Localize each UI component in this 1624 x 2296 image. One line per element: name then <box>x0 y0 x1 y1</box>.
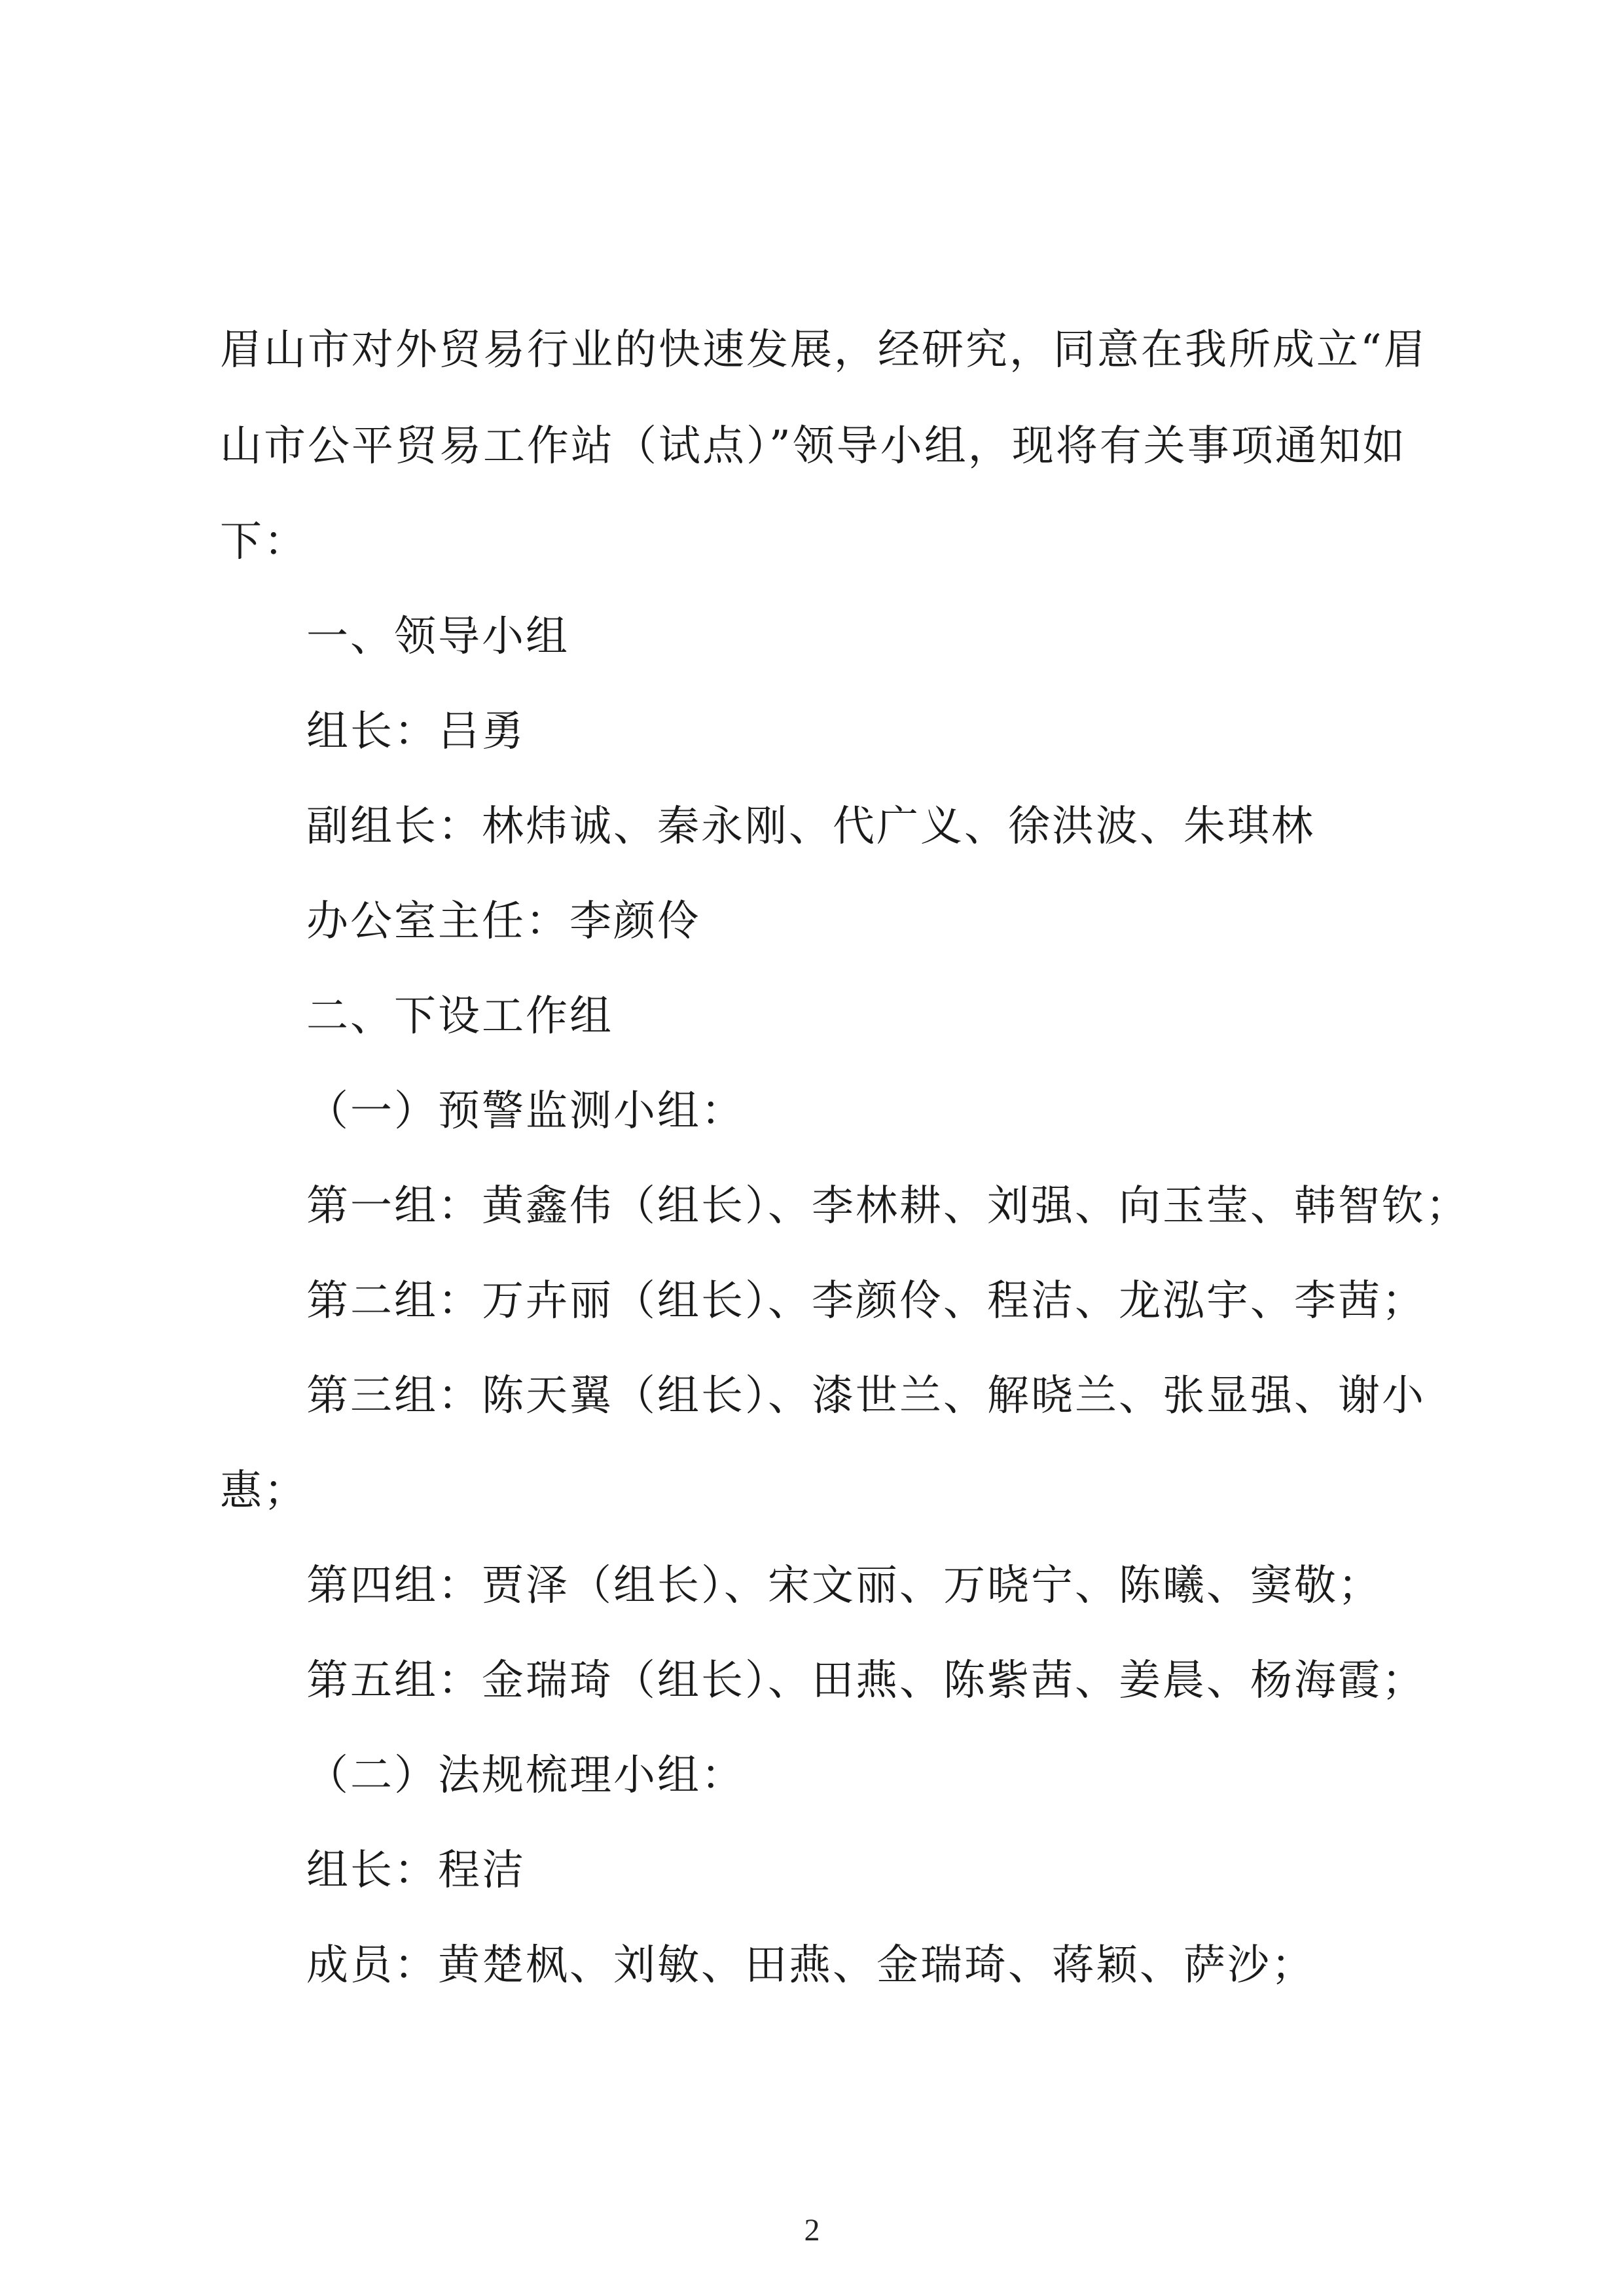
monitoring-group-3: 第三组：陈天翼（组长）、漆世兰、解晓兰、张显强、谢小 <box>306 1372 1426 1420</box>
regulations-leader: 组长：程洁 <box>306 1846 526 1895</box>
leadership-leader: 组长：吕勇 <box>306 708 526 756</box>
subsection-heading-monitoring: （一）预警监测小组： <box>306 1087 745 1136</box>
monitoring-group-2: 第二组：万卉丽（组长）、李颜伶、程洁、龙泓宇、李茜； <box>306 1277 1426 1325</box>
intro-line-1: 眉山市对外贸易行业的快速发展，经研究，同意在我所成立“眉 <box>220 326 1428 374</box>
leadership-deputies: 副组长：林炜诚、秦永刚、代广义、徐洪波、朱琪林 <box>306 802 1315 851</box>
leadership-office-director: 办公室主任：李颜伶 <box>306 897 701 946</box>
intro-line-3: 下： <box>220 518 308 566</box>
regulations-members: 成员：黄楚枫、刘敏、田燕、金瑞琦、蒋颖、萨沙； <box>306 1941 1315 1990</box>
section-heading-working-groups: 二、下设工作组 <box>306 992 613 1041</box>
section-heading-leadership: 一、领导小组 <box>306 613 569 661</box>
subsection-heading-regulations: （二）法规梳理小组： <box>306 1751 745 1800</box>
monitoring-group-4: 第四组：贾泽（组长）、宋文丽、万晓宁、陈曦、窦敬； <box>306 1562 1382 1610</box>
page-number: 2 <box>804 2213 820 2248</box>
monitoring-group-5: 第五组：金瑞琦（组长）、田燕、陈紫茜、姜晨、杨海霞； <box>306 1657 1426 1705</box>
intro-line-2: 山市公平贸易工作站（试点）”领导小组，现将有关事项通知如 <box>220 422 1407 471</box>
monitoring-group-3-continued: 惠； <box>220 1467 308 1515</box>
monitoring-group-1: 第一组：黄鑫伟（组长）、李林耕、刘强、向玉莹、韩智钦； <box>306 1182 1470 1230</box>
